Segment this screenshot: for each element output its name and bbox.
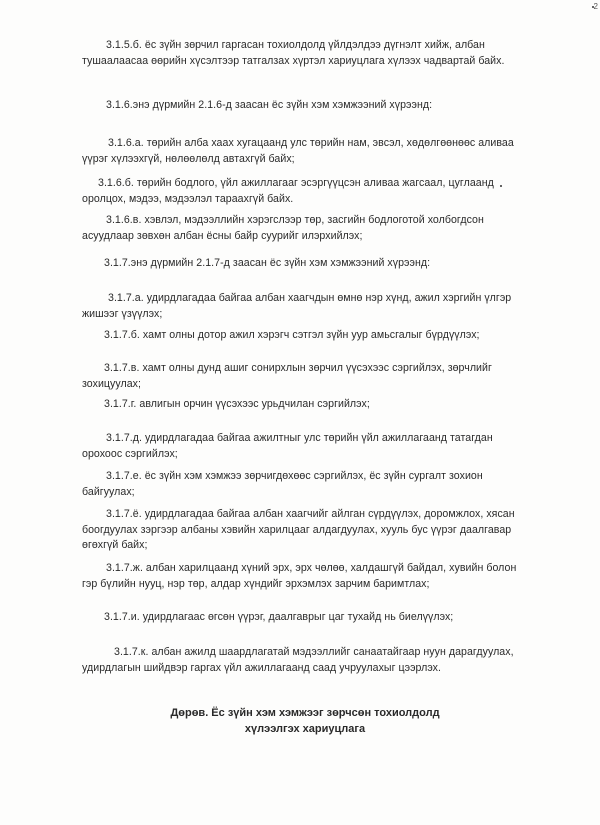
section-heading [82, 705, 528, 737]
paragraph-3-1-5-b: 3.1.5.б. ёс зүйн зөрчил гаргасан тохиолдолд үйлдэлдээ дүгнэлт хийж, албан тушаалаасаа өөрийн хүсэлтээр татгалзах хүртэл хариуцлага хүлээх чадвартай байх. [82, 39, 505, 67]
paragraph-3-1-7-v: 3.1.7.в. хамт олны дунд ашиг сонирхлын зөрчил үүсэхээс сэргийлэх, зөрчлийг зохицуулах; [82, 362, 492, 390]
scan-speck [592, 6, 594, 8]
paragraph-3-1-7-yo: 3.1.7.ё. удирдлагадаа байгаа албан хаагчийг айлган сүрдүүлэх, доромжлох, хясан боогдуулах зэргээр албаны хэвийн харилцааг алдагдуулах, хууль бус үүрэг даалгавар өгөхгүй байх; [82, 508, 515, 552]
section-heading-line1: Дөрөв. Ёс зүйн хэм хэмжээг зөрчсөн тохиолдолд [170, 707, 440, 719]
paragraph-3-1-6-a: 3.1.6.а. төрийн алба хаах хугацаанд улс төрийн нам, эвсэл, хөдөлгөөнөөс аливаа үүрэг хүлээхгүй, нөлөөлөлд автахгүй байх; [82, 137, 514, 165]
paragraph-3-1-7-a: 3.1.7.а. удирдлагадаа байгаа албан хаагчдын өмнө нэр хүнд, ажил хэргийн үлгэр жишээг үзүүлэх; [82, 292, 512, 320]
paragraph-3-1-6: 3.1.6.энэ дүрмийн 2.1.6-д заасан ёс зүйн хэм хэмжээний хүрээнд: [106, 99, 433, 111]
paragraph-3-1-7-j: 3.1.7.ж. албан харилцаанд хүний эрх, эрх чөлөө, халдашгүй байдал, хувийн болон гэр бүлийн нууц, нэр төр, алдар хүндийг эрхэмлэх зарчим баримтлах; [82, 562, 517, 590]
paragraph-3-1-7-e: 3.1.7.е. ёс зүйн хэм хэмжээ зөрчигдөхөөс сэргийлэх, ёс зүйн сургалт зохион байгуулах; [82, 470, 483, 498]
paragraph-3-1-7-g: 3.1.7.г. авлигын орчин үүсэхээс урьдчилан сэргийлэх; [104, 398, 370, 410]
paragraph-3-1-7-i: 3.1.7.и. удирдлагаас өгсөн үүрэг, даалгаврыг цаг тухайд нь биелүүлэх; [104, 611, 454, 623]
paragraph-3-1-6-b: 3.1.6.б. төрийн бодлого, үйл ажиллагааг эсэргүүцсэн аливаа жагсаал, цуглаанд оролцох, мэдээ, мэдээлэл тараахгүй байх. [82, 177, 494, 205]
paragraph-3-1-7-d: 3.1.7.д. удирдлагадаа байгаа ажилтныг улс төрийн үйл ажиллагаанд татагдан орохоос сэргийлэх; [82, 432, 493, 460]
paragraph-3-1-7: 3.1.7.энэ дүрмийн 2.1.7-д заасан ёс зүйн хэм хэмжээний хүрээнд: [104, 257, 431, 269]
scan-speck [500, 185, 502, 187]
paragraph-3-1-7-b: 3.1.7.б. хамт олны дотор ажил хэрэгч сэтгэл зүйн уур амьсгалыг бүрдүүлэх; [104, 329, 480, 341]
paragraph-3-1-6-v: 3.1.6.в. хэвлэл, мэдээллийн хэрэгслээр төр, засгийн бодлоготой холбогдсон асуудлаар зөвхөн албан ёсны байр суурийг илэрхийлэх; [82, 214, 484, 242]
page-number: 2 [593, 2, 598, 11]
section-heading-line2: хүлээлгэх хариуцлага [244, 723, 366, 735]
paragraph-3-1-7-k: 3.1.7.к. албан ажилд шаардлагатай мэдээллийг санаатайгаар нуун дарагдуулах, удирдлагын шийдвэр гаргах үйл ажиллагаанд саад учруулахыг цээрлэх. [82, 646, 514, 674]
